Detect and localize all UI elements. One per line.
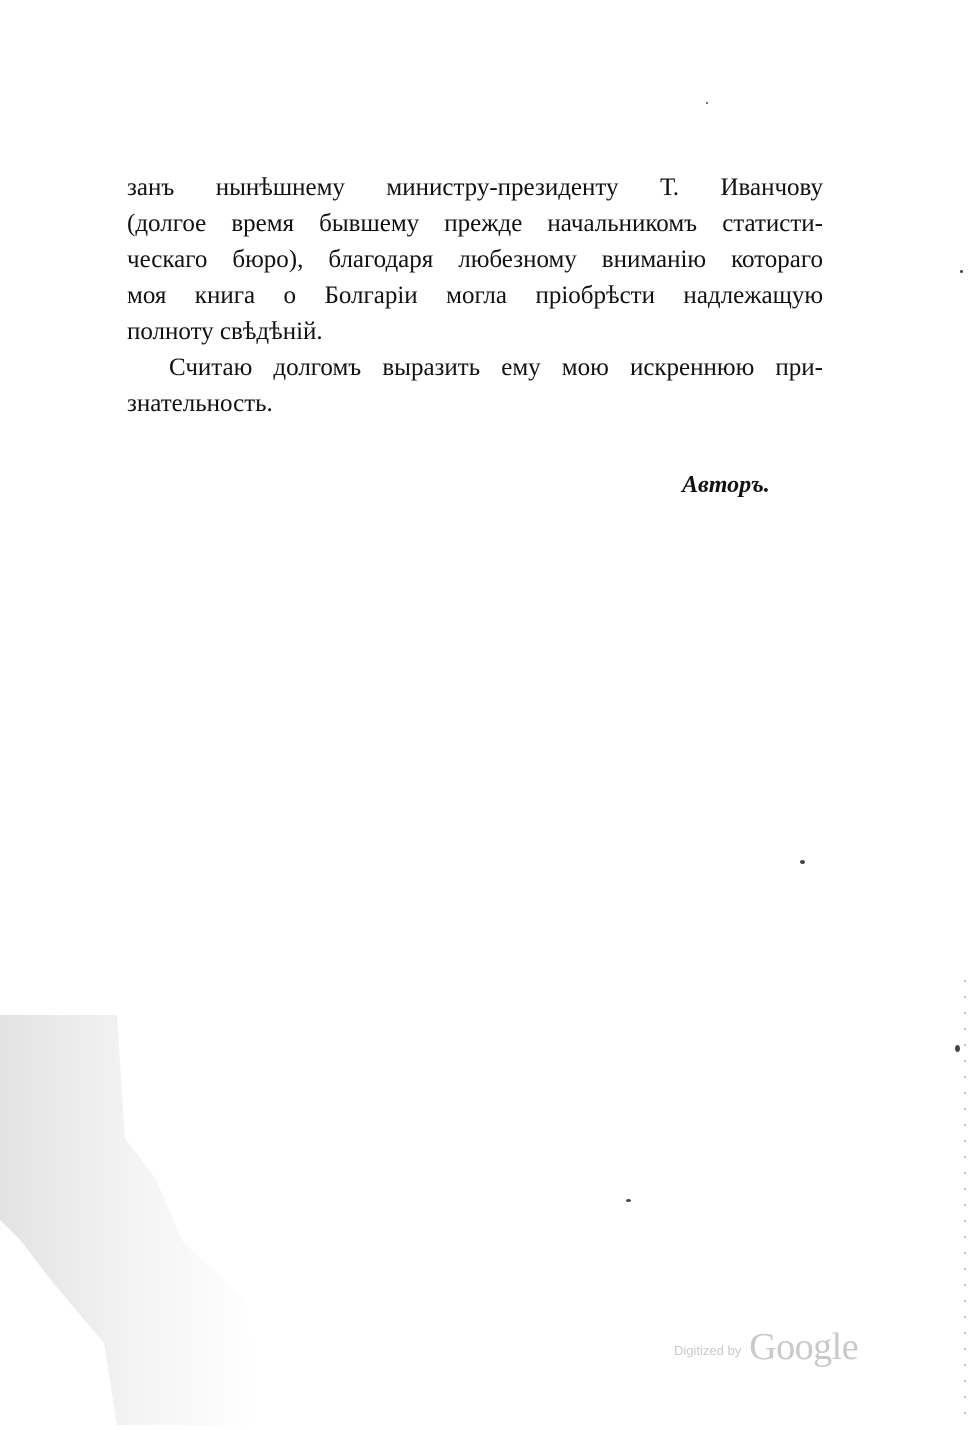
speck — [626, 1199, 631, 1202]
digitized-watermark — [674, 1325, 858, 1369]
text-line: полноту свѣдѣній. — [127, 318, 323, 345]
text-line: знательность. — [127, 390, 273, 417]
digitized-by-label: Digitized by — [674, 1343, 742, 1358]
text-line: Считаю долгомъ выразить ему мою искреннюю при- — [169, 354, 823, 381]
text-line: (долгое время бывшему прежде начальникомъ статисти- — [127, 210, 823, 237]
speck — [800, 860, 805, 864]
text-line: занъ нынѣшнему министру-президенту Т. Иванчову — [127, 174, 823, 201]
speck — [706, 102, 708, 104]
text-line: моя книга о Болгаріи могла пріобрѣсти надлежащую — [127, 282, 823, 309]
google-logo: Google — [749, 1326, 859, 1368]
text-line: ческаго бюро), благодаря любезному вниманію котораго — [127, 246, 823, 273]
speck — [960, 270, 963, 273]
scan-shadow — [0, 1015, 260, 1425]
page-edge-marks — [961, 980, 969, 1420]
author-signature: Авторъ. — [682, 472, 770, 498]
body-text — [127, 170, 823, 422]
speck — [955, 1045, 960, 1052]
